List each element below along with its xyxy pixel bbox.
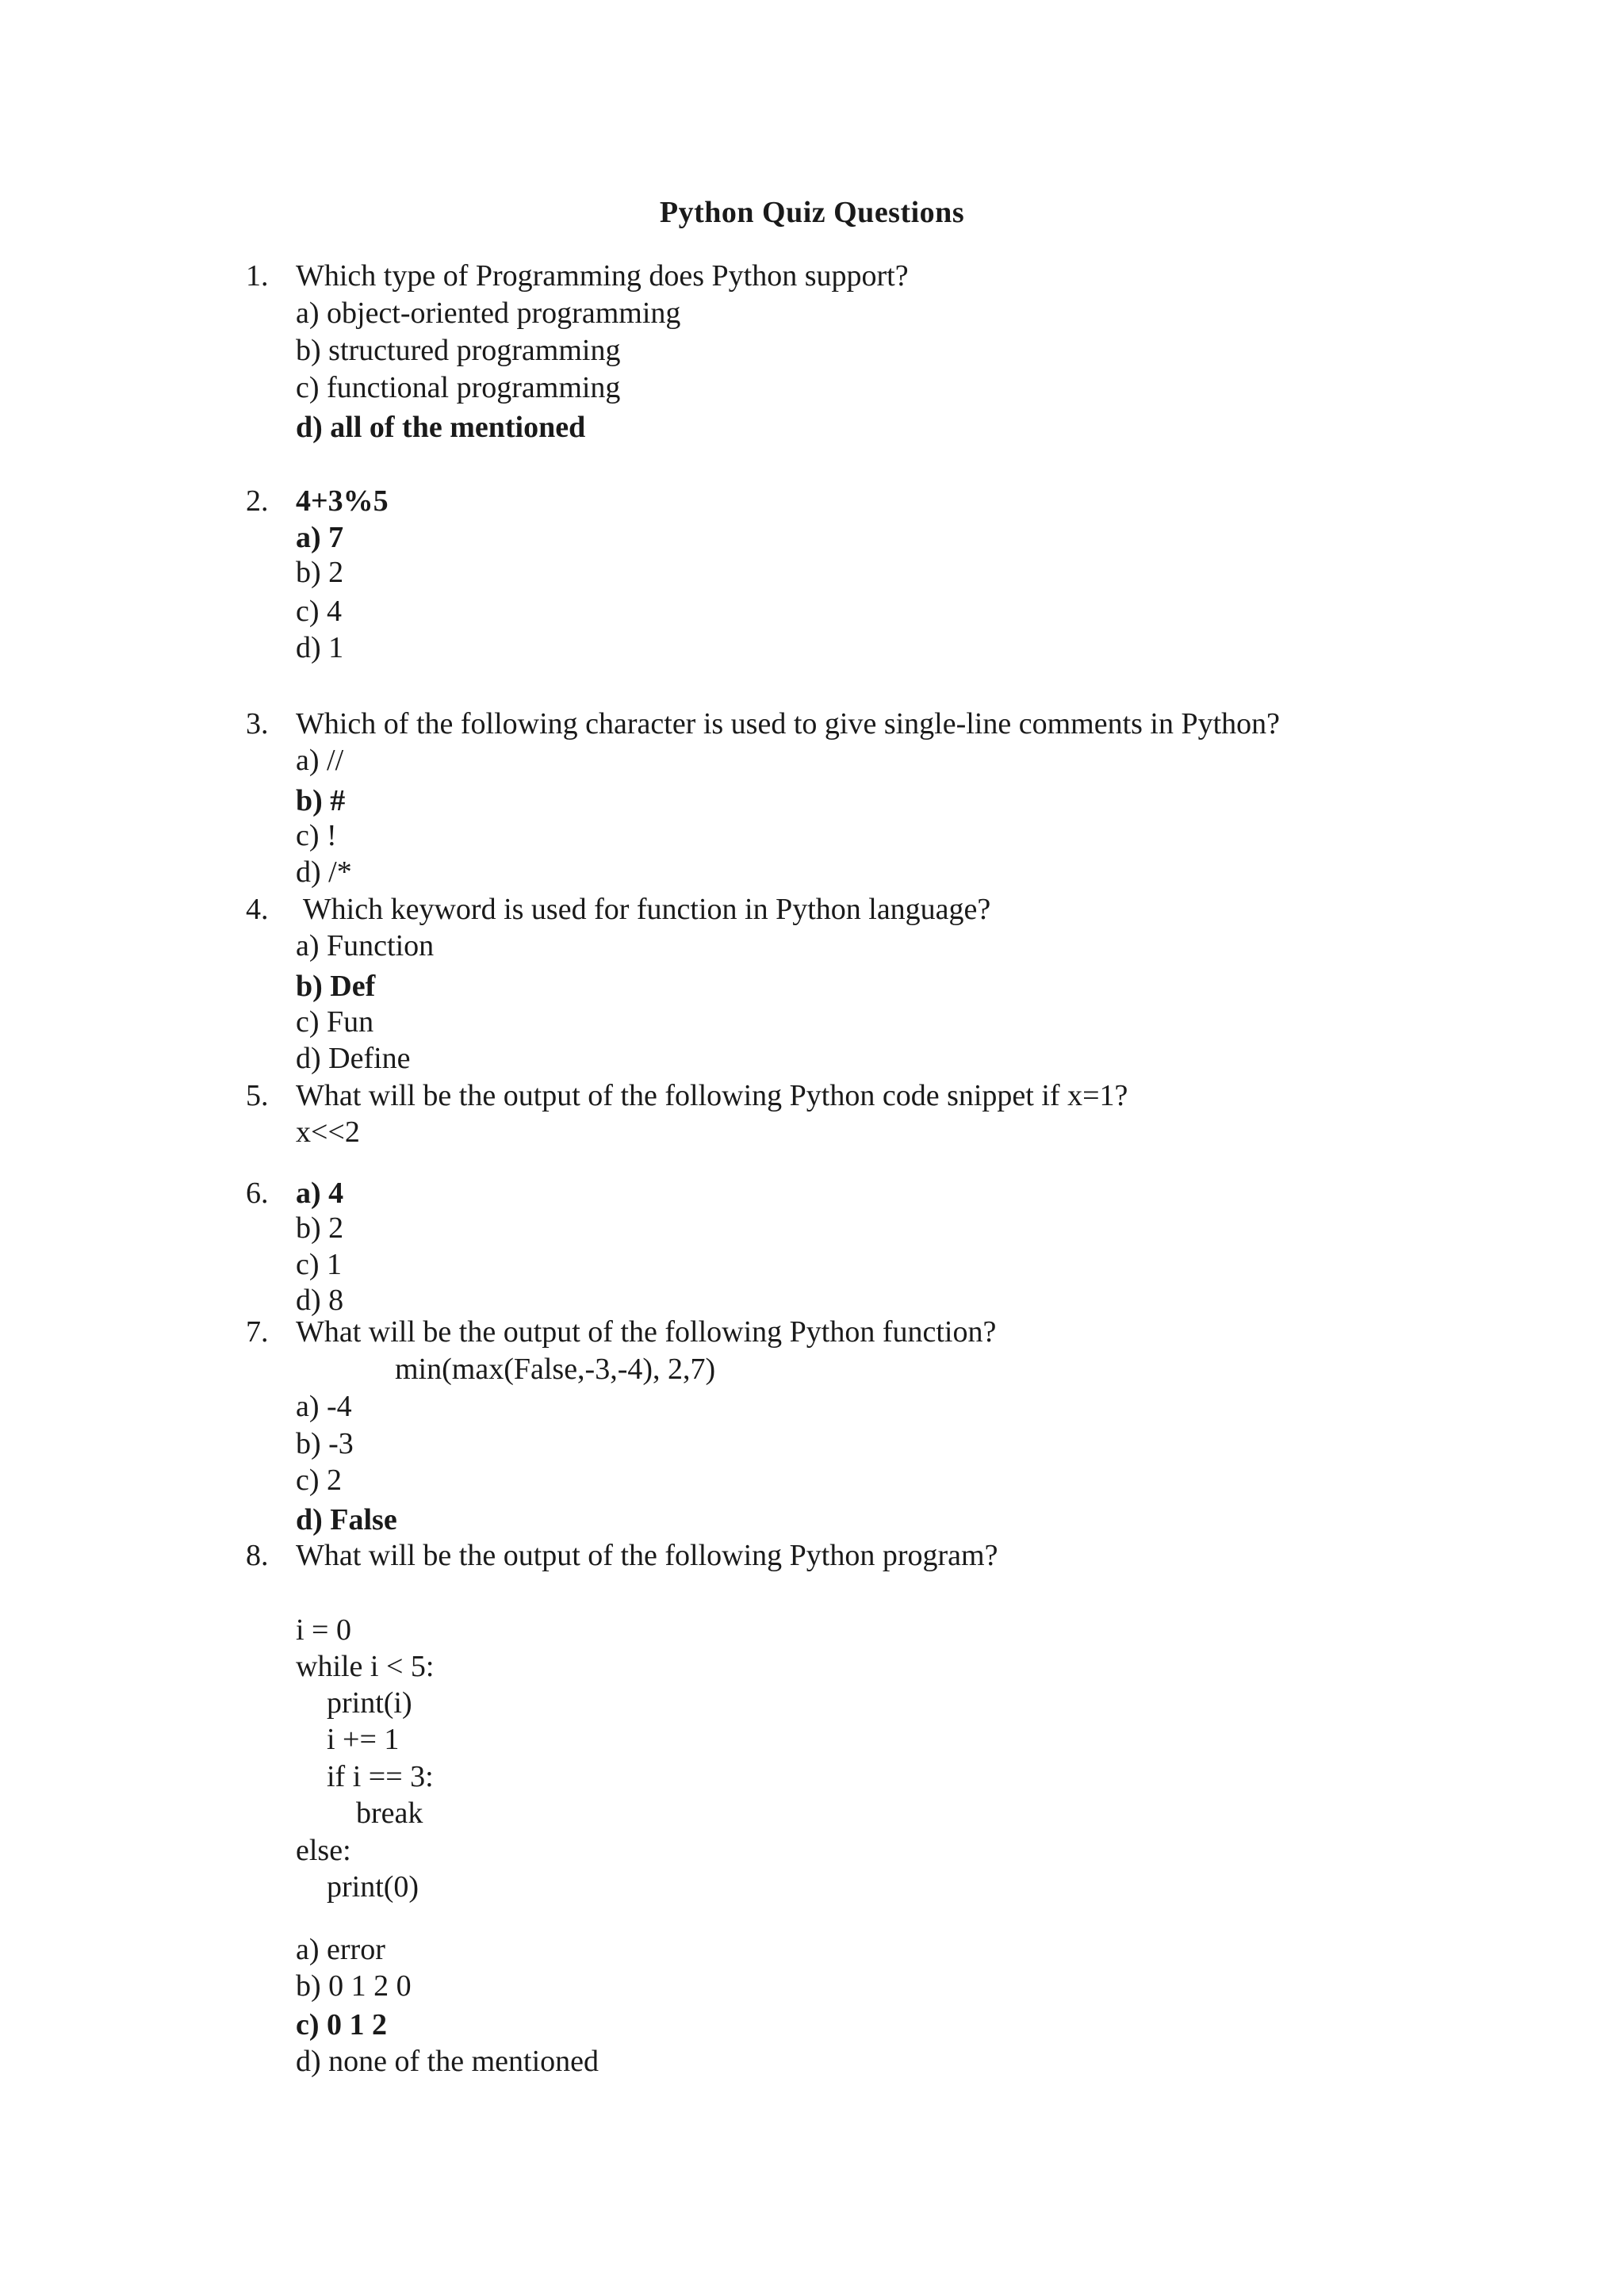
option: c) 4 bbox=[296, 595, 343, 628]
correct-option: a) 4 bbox=[296, 1177, 344, 1210]
question-text: What will be the output of the following Python program? bbox=[296, 1539, 998, 1572]
option: a) // bbox=[296, 744, 344, 777]
question-text: What will be the output of the following Python code snippet if x=1? bbox=[296, 1079, 1128, 1112]
question-text: 4+3%5 bbox=[296, 484, 389, 518]
option: d) none of the mentioned bbox=[296, 2045, 599, 2078]
correct-option: b) # bbox=[296, 784, 346, 817]
question-number: 6. bbox=[246, 1177, 269, 1210]
correct-option: c) 0 1 2 bbox=[296, 2008, 388, 2042]
question-text: Which of the following character is used to give single-line comments in Python? bbox=[296, 707, 1281, 740]
option: a) -4 bbox=[296, 1390, 352, 1423]
option: b) 2 bbox=[296, 1211, 344, 1245]
option: c) functional programming bbox=[296, 371, 621, 404]
option: a) Function bbox=[296, 929, 435, 962]
option: c) 2 bbox=[296, 1464, 343, 1497]
question-text: What will be the output of the following Python function? bbox=[296, 1315, 997, 1349]
code-line: i += 1 bbox=[327, 1723, 400, 1756]
code-line: break bbox=[356, 1797, 423, 1830]
option: d) Define bbox=[296, 1042, 411, 1075]
option: d) 1 bbox=[296, 631, 344, 664]
option: b) 0 1 2 0 bbox=[296, 1969, 412, 2003]
question-number: 7. bbox=[246, 1315, 269, 1349]
code-line: if i == 3: bbox=[327, 1760, 434, 1793]
option: d) /* bbox=[296, 855, 352, 889]
option: a) object-oriented programming bbox=[296, 297, 681, 330]
option: b) -3 bbox=[296, 1427, 354, 1460]
code-snippet: min(max(False,-3,-4), 2,7) bbox=[395, 1353, 716, 1386]
question-number: 8. bbox=[246, 1539, 269, 1572]
code-line: else: bbox=[296, 1834, 351, 1867]
correct-option: b) Def bbox=[296, 970, 376, 1003]
question-number: 3. bbox=[246, 707, 269, 740]
question-text: Which type of Programming does Python support? bbox=[296, 259, 909, 293]
option: c) Fun bbox=[296, 1005, 374, 1039]
correct-option: a) 7 bbox=[296, 521, 344, 554]
question-text: Which keyword is used for function in Python language? bbox=[296, 893, 991, 926]
code-line: print(0) bbox=[327, 1870, 419, 1904]
page-title: Python Quiz Questions bbox=[659, 196, 965, 229]
code-line: while i < 5: bbox=[296, 1650, 435, 1683]
question-number: 1. bbox=[246, 259, 269, 293]
option: b) structured programming bbox=[296, 334, 621, 367]
option: c) 1 bbox=[296, 1248, 343, 1281]
question-number: 2. bbox=[246, 484, 269, 518]
correct-option: d) all of the mentioned bbox=[296, 411, 586, 444]
option: d) 8 bbox=[296, 1284, 344, 1317]
code-snippet: x<<2 bbox=[296, 1115, 360, 1149]
code-line: print(i) bbox=[327, 1686, 412, 1720]
option: c) ! bbox=[296, 819, 337, 852]
question-number: 5. bbox=[246, 1079, 269, 1112]
code-line: i = 0 bbox=[296, 1613, 351, 1647]
option: b) 2 bbox=[296, 556, 344, 589]
correct-option: d) False bbox=[296, 1503, 397, 1536]
question-number: 4. bbox=[246, 893, 269, 926]
option: a) error bbox=[296, 1933, 385, 1966]
